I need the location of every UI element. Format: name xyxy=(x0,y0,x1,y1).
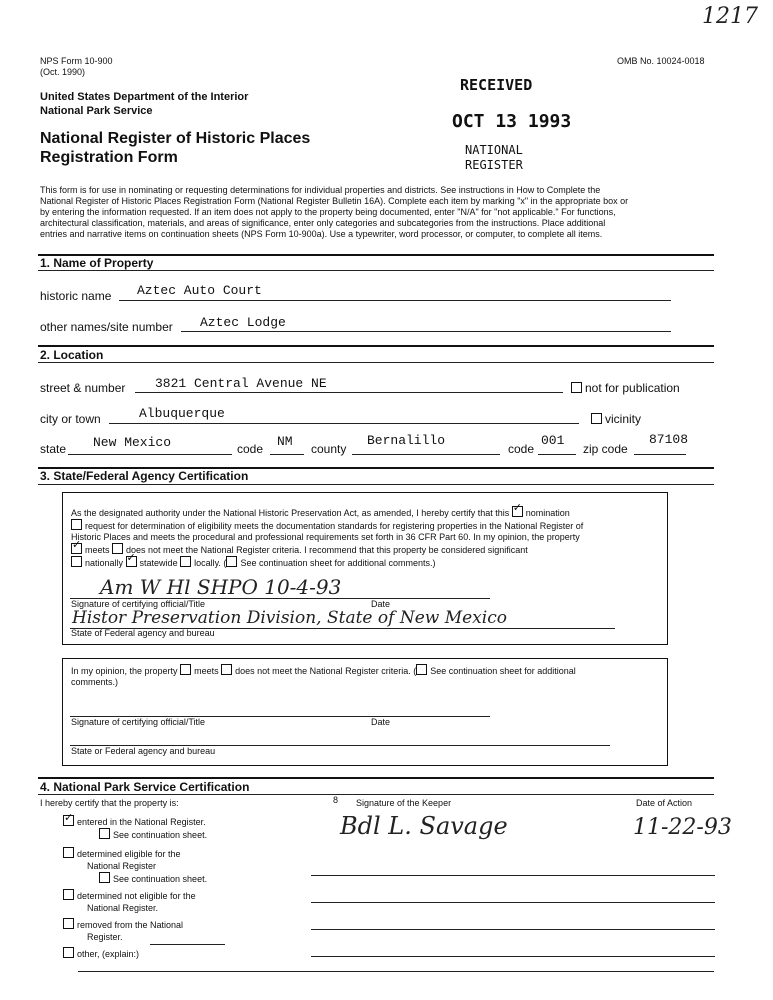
county-code-label: code xyxy=(508,442,535,456)
field-line xyxy=(538,454,576,455)
other-names-value[interactable]: Aztec Lodge xyxy=(200,315,286,330)
county-code-value[interactable]: 001 xyxy=(541,433,565,448)
date-label: Date xyxy=(371,599,391,609)
see-continuation-label: See continuation sheet. xyxy=(113,830,208,840)
comments-label: comments.) xyxy=(71,677,119,687)
certify-label: I hereby certify that the property is: xyxy=(40,798,179,808)
instruction-line: This form is for use in nominating or requesting determinations for individual properties and districts. See instructions in How to Complete the xyxy=(40,185,601,195)
removed-label-2: Register. xyxy=(87,932,123,942)
checkbox-icon[interactable] xyxy=(180,556,191,567)
other-label: other, (explain:) xyxy=(77,949,140,959)
field-line xyxy=(634,454,686,455)
statewide-label: statewide xyxy=(139,558,178,568)
nomination-label: nomination xyxy=(525,508,570,518)
sig-mark: 8 xyxy=(333,795,339,805)
instruction-line: architectural classification, materials, and areas of significance, enter only categories and subcategories from the instructions. Place additional xyxy=(40,218,606,228)
instructions xyxy=(40,185,740,240)
city-value[interactable]: Albuquerque xyxy=(139,406,225,421)
checkbox-icon[interactable] xyxy=(416,664,427,675)
checkbox-icon[interactable] xyxy=(226,556,237,567)
see-continuation-label: See continuation sheet for additional comments.) xyxy=(240,558,436,568)
form-id: NPS Form 10-900 xyxy=(40,56,113,66)
section-2-heading: 2. Location xyxy=(40,348,104,362)
county-value[interactable]: Bernalillo xyxy=(367,433,446,448)
checkbox-icon[interactable] xyxy=(71,519,82,530)
stamp-line-1: NATIONAL xyxy=(465,143,523,157)
date-label-2: Date xyxy=(371,717,391,727)
field-line xyxy=(68,454,232,455)
stamp-received: RECEIVED xyxy=(460,76,533,94)
signature-line xyxy=(311,875,715,876)
section-rule xyxy=(38,484,714,485)
checkbox-checked-icon[interactable] xyxy=(63,815,74,826)
checkbox-checked-icon[interactable] xyxy=(71,543,82,554)
checkbox-icon[interactable] xyxy=(221,664,232,675)
checkbox-icon[interactable] xyxy=(71,556,82,567)
field-line xyxy=(119,300,671,301)
field-line xyxy=(270,454,304,455)
city-label: city or town xyxy=(40,412,101,426)
checkbox-icon[interactable] xyxy=(99,828,110,839)
certifying-signature: Am W Hl SHPO 10-4-93 xyxy=(100,575,342,599)
agency-line-1: United States Department of the Interior xyxy=(40,91,249,103)
signature-line xyxy=(311,929,715,930)
instruction-line: by entering the information requested. If an item does not apply to the property being documented, enter "N/A" for "not applicable." For functions, xyxy=(40,207,616,217)
checkbox-checked-icon[interactable] xyxy=(126,556,137,567)
meets-label: meets xyxy=(194,666,219,676)
opinion-label: In my opinion, the property xyxy=(71,666,178,676)
section-3-heading: 3. State/Federal Agency Certification xyxy=(40,469,249,483)
agency-handwriting: Histor Preservation Division, State of New Mexico xyxy=(72,608,507,628)
signature-line xyxy=(311,956,715,957)
field-line xyxy=(181,331,671,332)
county-label: county xyxy=(311,442,347,456)
cert-line: request for determination of eligibility meets the documentation standards for registering properties in the National Register of xyxy=(85,521,584,531)
vicinity[interactable] xyxy=(591,412,641,426)
keeper-label: Signature of the Keeper xyxy=(356,798,452,808)
not-for-publication[interactable] xyxy=(571,381,680,395)
not-eligible-label-2: National Register. xyxy=(87,903,159,913)
signature-line xyxy=(311,902,715,903)
nps-options xyxy=(63,815,303,960)
checkbox-icon[interactable] xyxy=(63,847,74,858)
cert-line: As the designated authority under the National Historic Preservation Act, as amended, I hereby certify that this xyxy=(71,508,510,518)
instruction-line: entries and narrative items on continuation sheets (NPS Form 10-900a). Use a typewriter, word processor, or computer, to complete all items. xyxy=(40,229,603,239)
stamp-date: OCT 13 1993 xyxy=(452,111,572,132)
zip-label: zip code xyxy=(583,442,628,456)
other-names-label: other names/site number xyxy=(40,320,173,334)
section-rule xyxy=(38,362,714,363)
certification-text xyxy=(71,506,661,569)
signature-label: Signature of certifying official/Title xyxy=(71,599,206,609)
opinion-text xyxy=(71,664,659,688)
checkbox-icon[interactable] xyxy=(180,664,191,675)
checkbox-checked-icon[interactable] xyxy=(512,506,523,517)
locally-label: locally. ( xyxy=(194,558,227,568)
entered-label: entered in the National Register. xyxy=(77,817,206,827)
state-value[interactable]: New Mexico xyxy=(93,435,172,450)
vicinity-label: vicinity xyxy=(605,412,642,426)
historic-name-value[interactable]: Aztec Auto Court xyxy=(137,283,262,298)
state-label: state xyxy=(40,442,67,456)
stamp-line-2: REGISTER xyxy=(465,158,523,172)
field-line xyxy=(352,454,500,455)
checkbox-icon[interactable] xyxy=(99,872,110,883)
field-line xyxy=(135,392,563,393)
agency-label: State of Federal agency and bureau xyxy=(71,628,215,638)
agency-label-2: State or Federal agency and bureau xyxy=(71,746,216,756)
checkbox-icon[interactable] xyxy=(591,413,602,424)
omb-number: OMB No. 10024-0018 xyxy=(617,56,705,66)
form-title: National Register of Historic Places xyxy=(40,130,311,147)
cert-line: does not meet the National Register criteria. I recommend that this property be considered significant xyxy=(126,545,528,555)
cert-line: Historic Places and meets the procedural and professional requirements set forth in 36 CFR Part 60. In my opinion, the property xyxy=(71,532,580,542)
keeper-signature: Bdl L. Savage xyxy=(340,812,508,840)
eligible-label-2: National Register xyxy=(87,861,157,871)
checkbox-icon[interactable] xyxy=(63,947,74,958)
section-rule xyxy=(38,777,714,779)
action-date: 11-22-93 xyxy=(633,815,732,840)
zip-value[interactable]: 87108 xyxy=(649,432,689,447)
instruction-line: National Register of Historic Places Registration Form (National Register Bulletin 16A). Complete each item by marking "x" in the appropriate box or xyxy=(40,196,629,206)
section-rule xyxy=(38,345,714,347)
section-rule xyxy=(38,270,714,271)
not-eligible-label: determined not eligible for the xyxy=(77,891,196,901)
section-rule xyxy=(38,794,714,795)
document-number: 1217 xyxy=(702,4,758,29)
checkbox-icon[interactable] xyxy=(571,382,582,393)
signature-line xyxy=(78,971,714,972)
checkbox-icon[interactable] xyxy=(112,543,123,554)
meets-label: meets xyxy=(85,545,110,555)
field-line xyxy=(150,944,225,945)
state-code-label: code xyxy=(237,442,264,456)
does-not-meet-label: does not meet the National Register criteria. ( xyxy=(235,666,417,676)
state-code-value[interactable]: NM xyxy=(277,434,293,449)
date-of-action-label: Date of Action xyxy=(636,798,693,808)
section-1-heading: 1. Name of Property xyxy=(40,256,154,270)
street-value[interactable]: 3821 Central Avenue NE xyxy=(155,376,327,391)
checkbox-icon[interactable] xyxy=(63,889,74,900)
not-for-publication-label: not for publication xyxy=(585,381,680,395)
signature-label-2: Signature of certifying official/Title xyxy=(71,717,206,727)
historic-name-label: historic name xyxy=(40,289,112,303)
field-line xyxy=(109,423,579,424)
agency-line-2: National Park Service xyxy=(40,105,153,117)
checkbox-icon[interactable] xyxy=(63,918,74,929)
removed-label: removed from the National xyxy=(77,920,184,930)
nationally-label: nationally xyxy=(85,558,124,568)
form-subtitle: Registration Form xyxy=(40,149,178,166)
street-label: street & number xyxy=(40,381,126,395)
see-continuation-label: See continuation sheet for additional xyxy=(430,666,576,676)
section-4-heading: 4. National Park Service Certification xyxy=(40,780,250,794)
form-date: (Oct. 1990) xyxy=(40,67,86,77)
eligible-label: determined eligible for the xyxy=(77,849,181,859)
see-continuation-label: See continuation sheet. xyxy=(113,874,208,884)
